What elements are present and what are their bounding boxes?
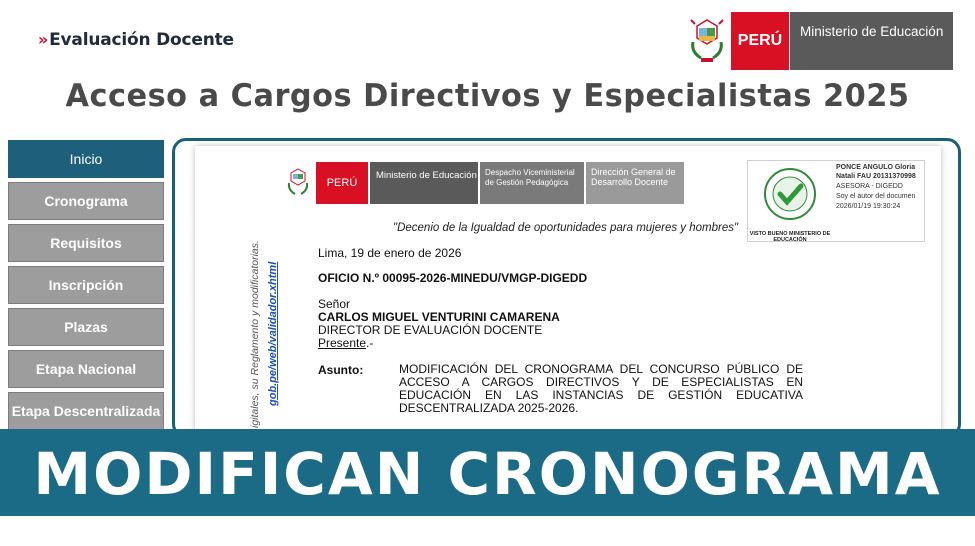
brand-title[interactable] (38, 30, 234, 50)
nav-item-etapa-descentralizada[interactable]: Etapa Descentralizada (8, 392, 164, 430)
signer-role: ASESORA - DIGEDD (836, 183, 903, 190)
letterhead-direccion: Dirección General de Desarrollo Docente (586, 162, 684, 204)
document-frame (172, 138, 961, 438)
recipient-name: CARLOS MIGUEL VENTURINI CAMARENA (318, 310, 560, 324)
nav-item-inscripcion[interactable]: Inscripción (8, 266, 164, 304)
peru-coat-of-arms-icon (683, 12, 731, 70)
salutation: Señor (318, 297, 351, 311)
signature-details (836, 163, 924, 212)
nav-item-plazas[interactable]: Plazas (8, 308, 164, 346)
logo-country: PERÚ (731, 12, 789, 70)
signature-reason: Soy el autor del documen (836, 193, 916, 200)
decenio-motto: "Decenio de la Igualdad de oportunidades para mujeres y hombres" (393, 222, 739, 234)
nav-item-etapa-nacional[interactable]: Etapa Nacional (8, 350, 164, 388)
oficio-number: OFICIO N.º 00095-2026-MINEDU/VMGP-DIGEDD (318, 271, 588, 285)
presente-text: Presente (318, 336, 367, 350)
recipient-position: DIRECTOR DE EVALUACIÓN DOCENTE (318, 323, 543, 337)
letterhead-coat-of-arms-icon (280, 162, 316, 204)
sidebar-nav (8, 140, 164, 434)
validator-link[interactable]: gob.pe/web/validador.xhtml (267, 261, 279, 406)
document-letterhead (280, 162, 684, 204)
signature-date: 2026/01/19 19:30:24 (836, 203, 901, 210)
seal-label: VISTO BUENO MINISTERIO DE EDUCACIÓN (749, 231, 831, 243)
asunto-text: MODIFICACIÓN DEL CRONOGRAMA DEL CONCURSO PÚBLICO DE ACCESO A CARGOS DIRECTIVOS Y DE ESPECIALISTAS EN EDUCACIÓN EN LAS INSTANCIAS DE GESTIÓN EDUCATIVA DESCENTRALIZADA 2025-2026. (399, 362, 803, 415)
letterhead-vice: Despacho Viceministerial de Gestión Pedagógica (480, 162, 584, 204)
visto-bueno-seal-icon (750, 163, 830, 237)
page-headline: Acceso a Cargos Directivos y Especialistas 2025 (65, 78, 910, 114)
document-image (195, 146, 941, 436)
nav-item-requisitos[interactable]: Requisitos (8, 224, 164, 262)
nav-item-cronograma[interactable]: Cronograma (8, 182, 164, 220)
letterhead-country: PERÚ (316, 162, 368, 204)
minedu-logo[interactable] (683, 12, 959, 70)
document-date: Lima, 19 de enero de 2026 (318, 246, 462, 260)
asunto-label: Asunto: (318, 363, 364, 377)
letterhead-ministry: Ministerio de Educación (370, 162, 478, 204)
banner-headline: MODIFICAN CRONOGRAMA (33, 440, 942, 508)
brand-chevron-icon: » (38, 30, 49, 49)
brand-title-text: Evaluación Docente (49, 30, 234, 50)
nav-item-inicio[interactable]: Inicio (8, 140, 164, 178)
presente-line: Presente.- (318, 336, 374, 350)
signer-name: PONCE ANGULO Gloria Natali FAU 20131370998 (836, 164, 916, 180)
document-side-note (247, 216, 279, 428)
logo-ministry: Ministerio de Educación (789, 12, 953, 70)
side-note-text: igitales, su Reglamento y modificatorias. (249, 240, 261, 428)
digital-signature-stamp (747, 160, 925, 242)
